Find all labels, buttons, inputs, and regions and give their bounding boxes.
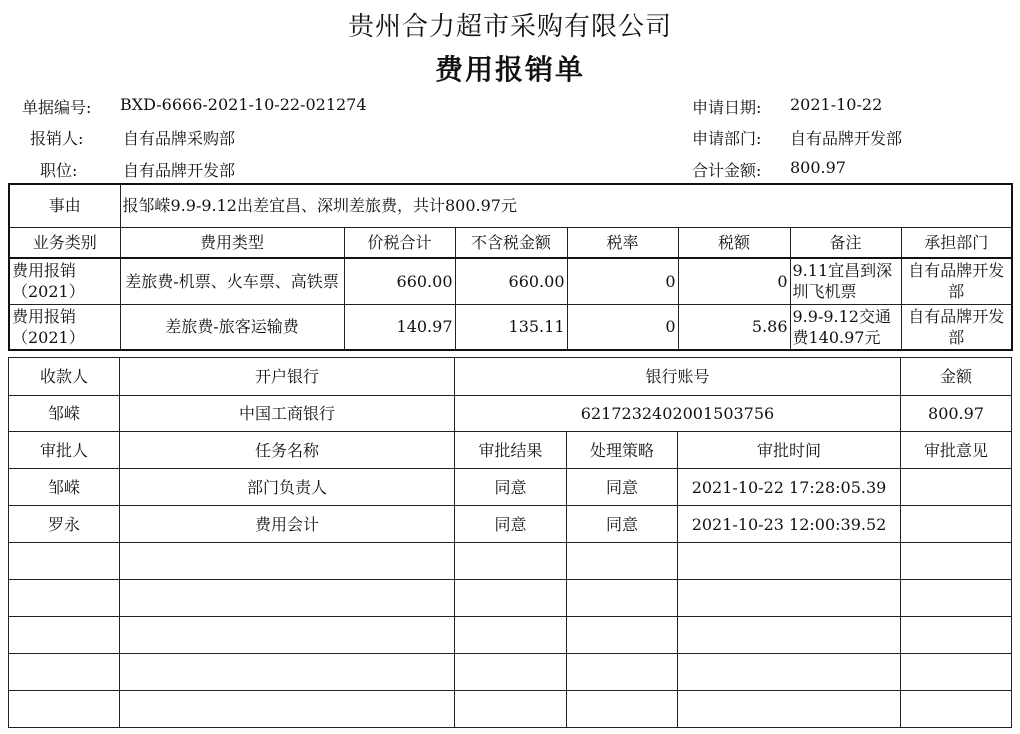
position-value: 自有品牌开发部 bbox=[123, 161, 236, 180]
expense-table bbox=[8, 183, 1013, 351]
tax-amount: 0 bbox=[678, 258, 790, 304]
empty-row bbox=[9, 580, 1012, 617]
apply-date-label: 申请日期: bbox=[692, 98, 762, 117]
approval-result: 同意 bbox=[455, 469, 567, 506]
approval-opinion bbox=[901, 469, 1012, 506]
col-header: 承担部门 bbox=[901, 227, 1012, 258]
expense-type: 差旅费-旅客运输费 bbox=[120, 304, 344, 350]
col-header: 价税合计 bbox=[344, 227, 455, 258]
amount-incl-tax: 140.97 bbox=[344, 304, 455, 350]
approval-time: 2021-10-22 17:28:05.39 bbox=[678, 469, 901, 506]
doc-no-value: BXD-6666-2021-10-22-021274 bbox=[120, 95, 367, 114]
apply-dept-label: 申请部门: bbox=[692, 129, 762, 148]
bearing-dept: 自有品牌开发部 bbox=[901, 304, 1012, 350]
payee-name: 邹嵘 bbox=[9, 396, 120, 432]
approver: 邹嵘 bbox=[9, 469, 120, 506]
tax-rate: 0 bbox=[567, 258, 678, 304]
col-header: 审批结果 bbox=[455, 432, 567, 469]
col-header: 审批时间 bbox=[678, 432, 901, 469]
col-header: 任务名称 bbox=[120, 432, 455, 469]
apply-date-value: 2021-10-22 bbox=[790, 95, 883, 114]
approval-opinion bbox=[901, 506, 1012, 543]
position-label: 职位: bbox=[40, 161, 78, 180]
col-header: 不含税金额 bbox=[455, 227, 567, 258]
approval-time: 2021-10-23 12:00:39.52 bbox=[678, 506, 901, 543]
table-row bbox=[9, 304, 1012, 350]
col-header: 开户银行 bbox=[120, 358, 455, 396]
table-row bbox=[9, 396, 1012, 432]
col-header: 税额 bbox=[678, 227, 790, 258]
expense-header-row bbox=[9, 227, 1012, 258]
table-row bbox=[9, 506, 1012, 543]
col-header: 银行账号 bbox=[455, 358, 901, 396]
amount-excl-tax: 660.00 bbox=[455, 258, 567, 304]
handling-strategy: 同意 bbox=[567, 469, 678, 506]
matter-label: 事由 bbox=[9, 184, 120, 227]
col-header: 审批意见 bbox=[901, 432, 1012, 469]
company-name: 贵州合力超市采购有限公司 bbox=[347, 12, 672, 42]
total-label: 合计金额: bbox=[692, 161, 762, 180]
col-header: 金额 bbox=[901, 358, 1012, 396]
bank-name: 中国工商银行 bbox=[120, 396, 455, 432]
task-name: 费用会计 bbox=[120, 506, 455, 543]
claimant-value: 自有品牌采购部 bbox=[123, 129, 236, 148]
bearing-dept: 自有品牌开发部 bbox=[901, 258, 1012, 304]
business-category: 费用报销（2021） bbox=[9, 304, 120, 350]
amount-excl-tax: 135.11 bbox=[455, 304, 567, 350]
remark: 9.9-9.12交通费140.97元 bbox=[790, 304, 901, 350]
doc-no-label: 单据编号: bbox=[22, 98, 92, 117]
tax-amount: 5.86 bbox=[678, 304, 790, 350]
col-header: 备注 bbox=[790, 227, 901, 258]
task-name: 部门负责人 bbox=[120, 469, 455, 506]
payee-header-row bbox=[9, 358, 1012, 396]
col-header: 税率 bbox=[567, 227, 678, 258]
claimant-label: 报销人: bbox=[30, 129, 84, 148]
table-row bbox=[9, 258, 1012, 304]
approval-header-row bbox=[9, 432, 1012, 469]
payee-approval-table bbox=[8, 357, 1012, 728]
approver: 罗永 bbox=[9, 506, 120, 543]
expense-type: 差旅费-机票、火车票、高铁票 bbox=[120, 258, 344, 304]
col-header: 审批人 bbox=[9, 432, 120, 469]
tax-rate: 0 bbox=[567, 304, 678, 350]
table-row bbox=[9, 469, 1012, 506]
empty-row bbox=[9, 654, 1012, 691]
payee-amount: 800.97 bbox=[901, 396, 1012, 432]
total-value: 800.97 bbox=[790, 158, 846, 177]
matter-value: 报邹嵘9.9-9.12出差宜昌、深圳差旅费，共计800.97元 bbox=[120, 184, 1012, 227]
col-header: 收款人 bbox=[9, 358, 120, 396]
empty-row bbox=[9, 543, 1012, 580]
bank-account: 6217232402001503756 bbox=[455, 396, 901, 432]
approval-result: 同意 bbox=[455, 506, 567, 543]
apply-dept-value: 自有品牌开发部 bbox=[790, 129, 903, 148]
col-header: 处理策略 bbox=[567, 432, 678, 469]
empty-row bbox=[9, 691, 1012, 728]
amount-incl-tax: 660.00 bbox=[344, 258, 455, 304]
handling-strategy: 同意 bbox=[567, 506, 678, 543]
document-title: 费用报销单 bbox=[434, 53, 585, 86]
empty-row bbox=[9, 617, 1012, 654]
col-header: 业务类别 bbox=[9, 227, 120, 258]
remark: 9.11宜昌到深圳飞机票 bbox=[790, 258, 901, 304]
col-header: 费用类型 bbox=[120, 227, 344, 258]
business-category: 费用报销（2021） bbox=[9, 258, 120, 304]
